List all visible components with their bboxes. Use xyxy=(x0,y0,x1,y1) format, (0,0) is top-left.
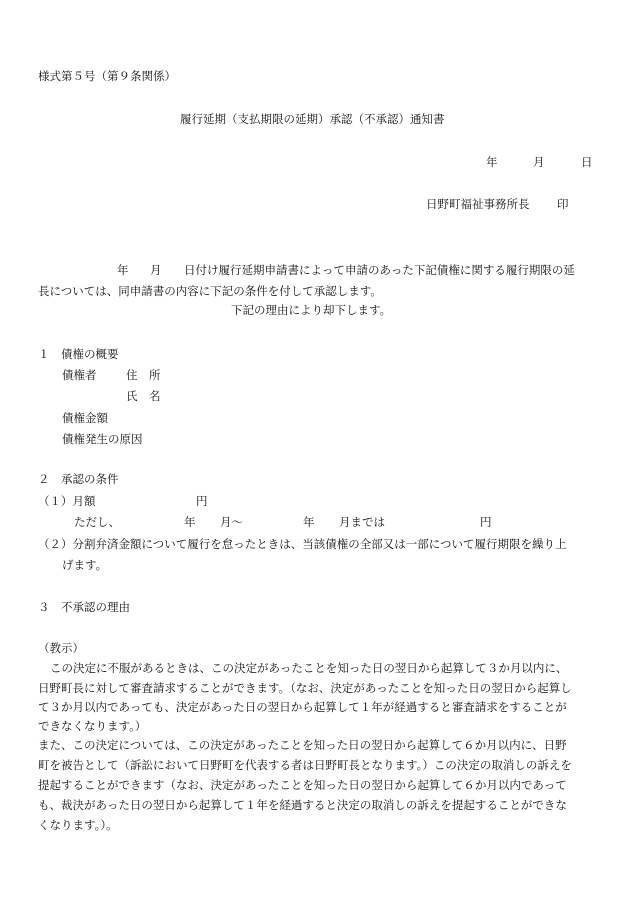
notice-line: この決定に不服があるときは、この決定があったことを知った日の翌日から起算して３か月以内に、 xyxy=(50,661,568,675)
proviso-year-from: 年 xyxy=(184,515,196,529)
intro-line-3: 下記の理由により却下します。 xyxy=(231,303,392,317)
notice-line: また、この決定については、この決定があったことを知った日の翌日から起算して６か月以内に、日野 xyxy=(38,738,567,752)
monthly-yen: 円 xyxy=(196,494,208,508)
intro-month: 月 xyxy=(150,263,162,277)
notice-line: できなくなります。） xyxy=(38,719,147,733)
notice-line: くなります。）。 xyxy=(38,818,118,832)
seal-mark: 印 xyxy=(557,197,569,211)
intro-line-1: 日付け履行延期申請書によって申請のあった下記債権に関する履行期限の延 xyxy=(184,263,575,277)
notice-line: も、裁決があった日の翌日から起算して１年を経過すると決定の取消しの訴えを提起することができな xyxy=(38,798,567,812)
notice-line: 提起することができます（なお、決定があったことを知った日の翌日から起算して６か月以内であって xyxy=(38,778,567,792)
condition-2-line-2: げます。 xyxy=(62,558,108,572)
monthly-amount-label: （１）月額 xyxy=(38,494,96,508)
condition-2-line-1: （２）分割弁済金額について履行を怠ったときは、当該債権の全部又は一部について履行期限を繰り上 xyxy=(38,537,567,551)
proviso-yen: 円 xyxy=(480,515,492,529)
form-number: 様式第５号（第９条関係） xyxy=(38,69,176,83)
notice-line: て３か月以内であっても、決定があった日の翌日から起算して１年が経過すると審査請求をすることが xyxy=(38,700,567,714)
date-year: 年 xyxy=(486,155,498,169)
amount-label: 債権金額 xyxy=(62,411,108,425)
section-1-heading: １ 債権の概要 xyxy=(38,347,119,361)
proviso-label: ただし、 xyxy=(74,515,120,529)
proviso-month-until: 月までは xyxy=(339,515,385,529)
notice-line: 日野町長に対して審査請求することができます。（なお、決定があったことを知った日の翌日から起算し xyxy=(38,681,572,695)
section-2-heading: ２ 承認の条件 xyxy=(38,472,119,486)
cause-label: 債権発生の原因 xyxy=(62,432,143,446)
intro-line-2: 長については、同申請書の内容に下記の条件を付して承認します。 xyxy=(38,284,382,298)
address-label: 住 所 xyxy=(126,368,161,382)
proviso-month-from: 月〜 xyxy=(220,515,243,529)
debtor-label: 債権者 xyxy=(62,368,97,382)
date-month: 月 xyxy=(533,155,545,169)
section-3-heading: ３ 不承認の理由 xyxy=(38,600,130,614)
notice-heading: （教示） xyxy=(38,641,84,655)
date-day: 日 xyxy=(581,155,593,169)
proviso-year-until: 年 xyxy=(303,515,315,529)
issuer-name: 日野町福祉事務所長 xyxy=(426,197,530,211)
name-label: 氏 名 xyxy=(126,389,161,403)
intro-year: 年 xyxy=(117,263,129,277)
document-title: 履行延期（支払期限の延期）承認（不承認）通知書 xyxy=(180,112,445,126)
notice-line: 町を被告として（訴訟において日野町を代表する者は日野町長となります。）この決定の取消しの訴えを xyxy=(38,758,572,772)
